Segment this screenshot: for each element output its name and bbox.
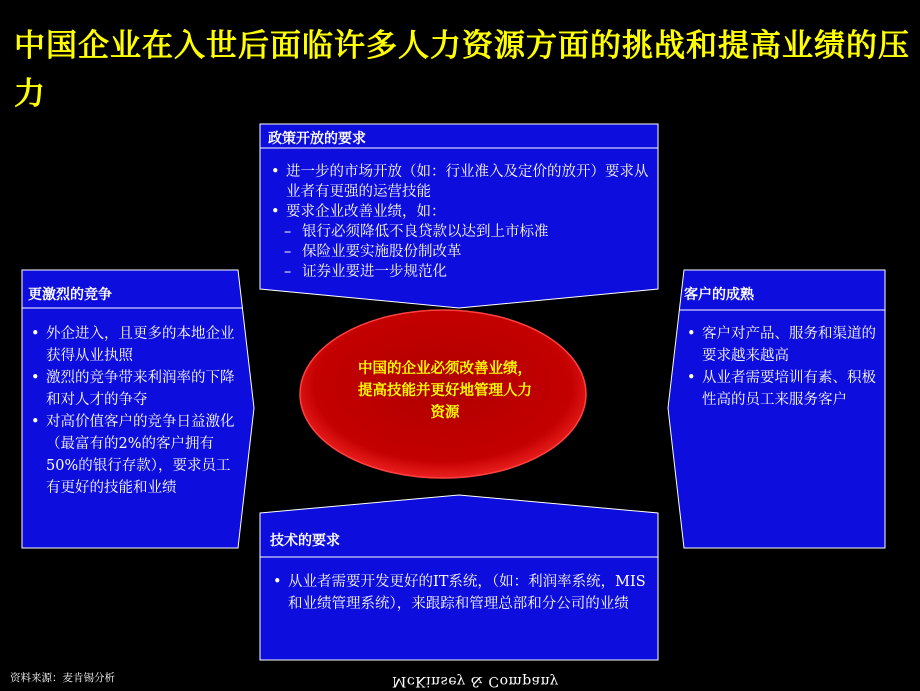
- top-box: [268, 128, 653, 282]
- list-item: • 进一步的市场开放（如：行业准入及定价的放开）要求从业者有更强的运营技能: [268, 162, 653, 202]
- left-box-list: [28, 323, 236, 499]
- list-item: • 从业者需要培训有素、积极性高的员工来服务客户: [684, 367, 880, 411]
- right-box: [684, 284, 880, 411]
- bottom-box: [270, 530, 652, 615]
- list-item: • 外企进入，且更多的本地企业获得从业执照: [28, 323, 236, 367]
- source-note: 资料来源：麦肯锡分析: [10, 672, 115, 684]
- bottom-box-list: [270, 571, 652, 615]
- company-logo: McKinsey & Company: [392, 673, 559, 689]
- right-box-list: [684, 323, 880, 411]
- list-item: – 证券业要进一步规范化: [268, 262, 653, 282]
- list-item: • 激烈的竞争带来利润率的下降和对人才的争夺: [28, 367, 236, 411]
- top-box-list: [268, 162, 653, 282]
- page-title: 中国企业在入世后面临许多人力资源方面的挑战和提高业绩的压力: [14, 28, 910, 112]
- left-box-header: 更激烈的竞争: [28, 287, 112, 303]
- list-item: • 从业者需要开发更好的IT系统，（如：利润率系统，MIS和业绩管理系统），来跟踪和管理总部和分公司的业绩: [270, 571, 652, 615]
- bottom-box-header: 技术的要求: [270, 533, 340, 549]
- right-box-header: 客户的成熟: [684, 287, 754, 303]
- list-item: – 保险业要实施股份制改革: [268, 242, 653, 262]
- list-item: • 客户对产品、服务和渠道的要求越来越高: [684, 323, 880, 367]
- center-message: 中国的企业必须改善业绩，提高技能并更好地管理人力资源: [358, 360, 532, 421]
- top-box-header: 政策开放的要求: [268, 131, 366, 147]
- list-item: • 对高价值客户的竞争日益激化（最富有的2%的客户拥有50%的银行存款），要求员工有更好的技能和业绩: [28, 411, 236, 499]
- left-box: [28, 284, 236, 499]
- list-item: • 要求企业改善业绩，如：: [268, 202, 653, 222]
- list-item: – 银行必须降低不良贷款以达到上市标准: [268, 222, 653, 242]
